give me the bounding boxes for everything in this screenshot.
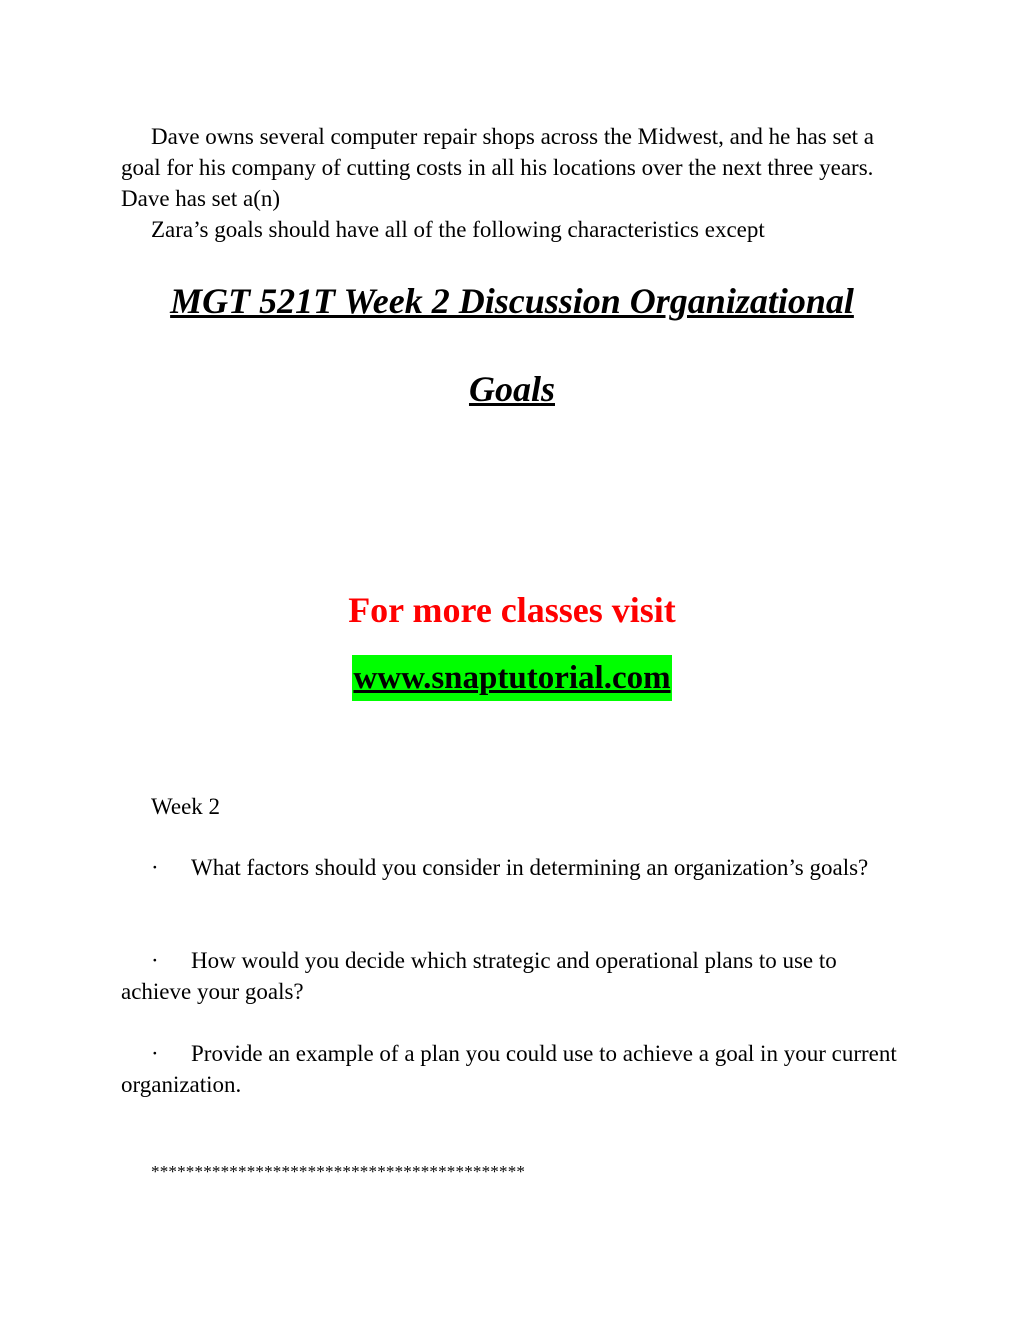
page-title-line-2: Goals [468, 369, 555, 409]
list-item [121, 852, 911, 883]
intro-question-2: Zara’s goals should have all of the following characteristics except [151, 217, 765, 242]
list-item [121, 945, 911, 1007]
list-item-text: Provide an example of a plan you could use to achieve a goal in your current organization. [121, 1041, 897, 1097]
list-item-text: What factors should you consider in determining an organization’s goals? [191, 855, 869, 880]
bullet-icon: · [151, 1041, 159, 1066]
website-link[interactable]: www.snaptutorial.com [352, 655, 671, 701]
section-heading: Week 2 [151, 794, 221, 819]
page-title-line-1: MGT 521T Week 2 Discussion Organizational [170, 281, 854, 321]
promo-text: For more classes visit [348, 590, 676, 630]
intro-question-1: Dave owns several computer repair shops across the Midwest, and he has set a goal for his company of cutting costs in all his locations over the next three years. Dave has set a(n) [121, 124, 875, 211]
intro-paragraph [121, 121, 911, 245]
promo-link-container [0, 655, 1024, 701]
list-item-text: How would you decide which strategic and operational plans to use to achieve your goals? [121, 948, 837, 1004]
separator-line: ******************************************* [151, 1162, 526, 1181]
list-item [121, 1038, 911, 1100]
bullet-icon: · [151, 948, 159, 973]
bullet-icon: · [151, 855, 159, 880]
